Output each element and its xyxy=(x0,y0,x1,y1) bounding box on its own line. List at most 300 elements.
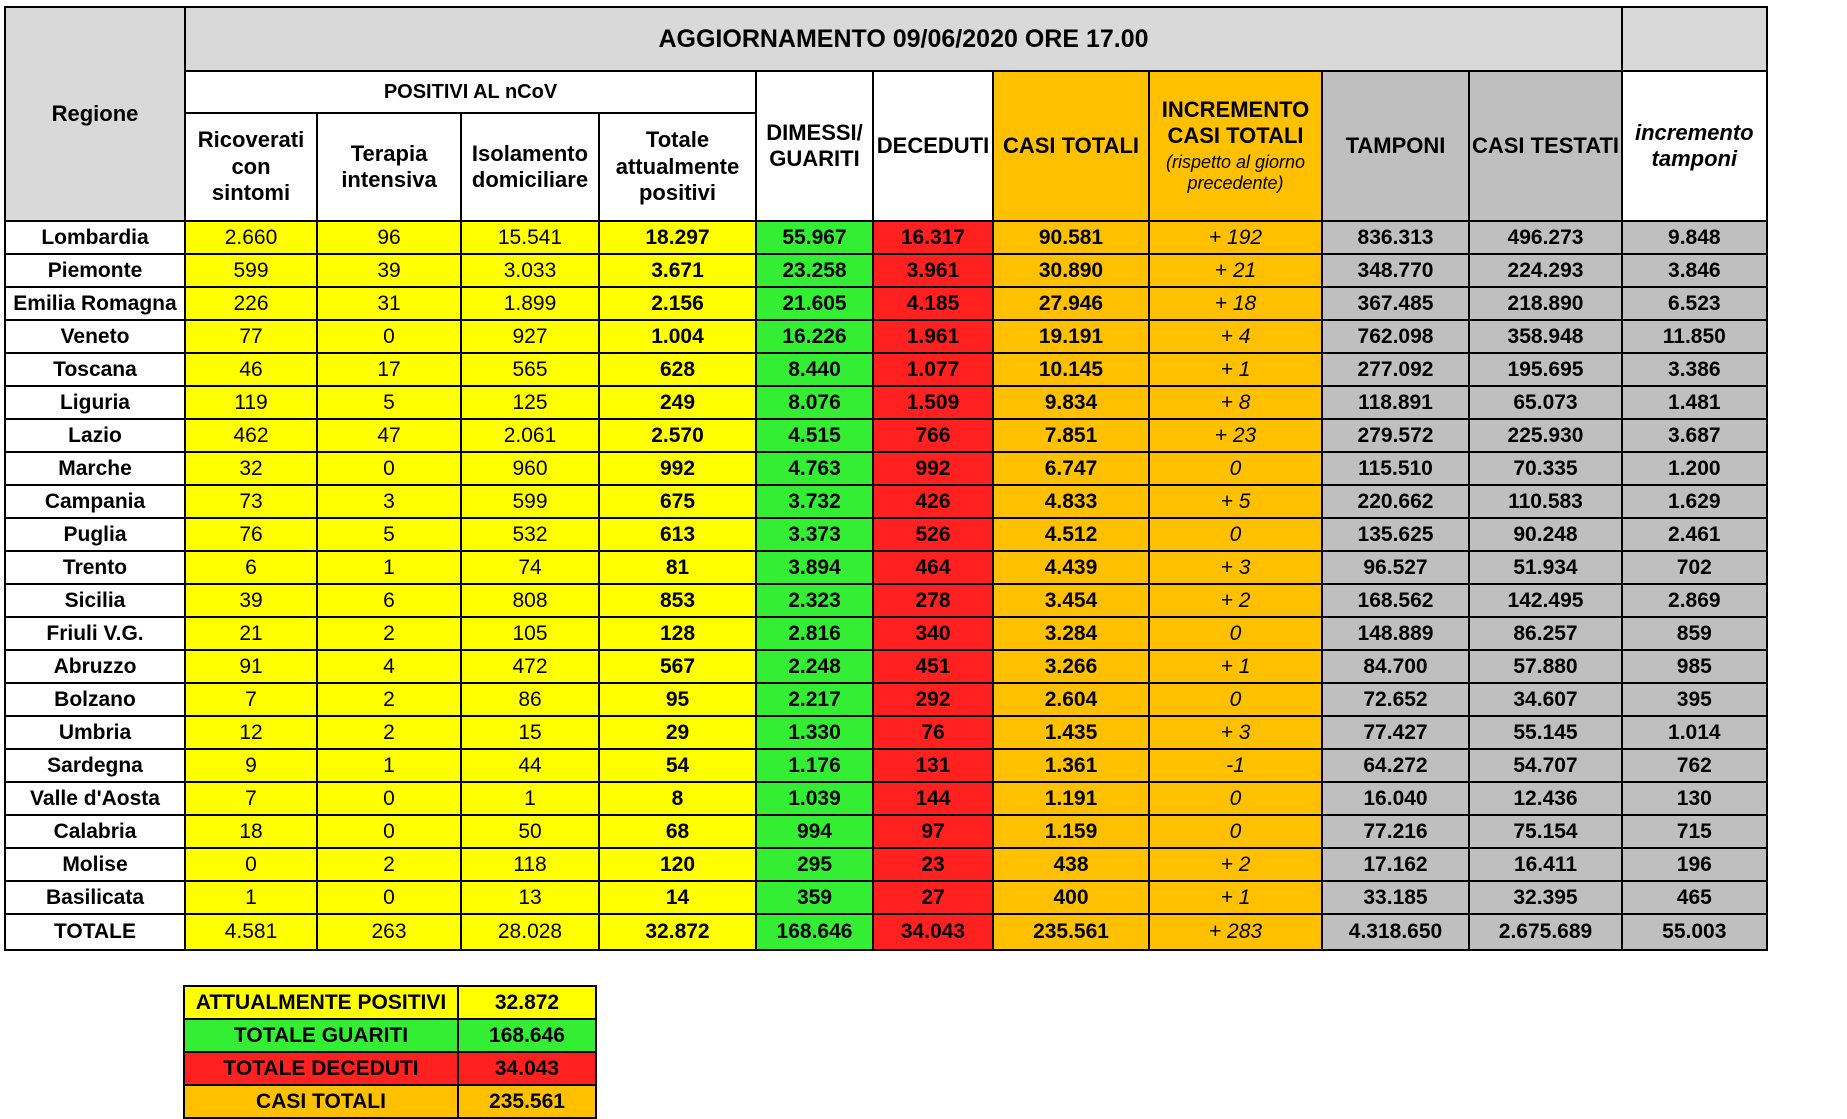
cell-totale-positivi: 14 xyxy=(599,881,756,914)
cell-terapia: 0 xyxy=(317,452,461,485)
header-terapia: Terapia intensiva xyxy=(317,113,461,221)
cell-tamponi: 17.162 xyxy=(1322,848,1469,881)
cell-tamponi: 33.185 xyxy=(1322,881,1469,914)
cell-isolamento: 86 xyxy=(461,683,599,716)
cell-incremento: 0 xyxy=(1149,683,1322,716)
table-row xyxy=(5,881,1767,914)
cell-tamponi: 135.625 xyxy=(1322,518,1469,551)
table-row xyxy=(5,848,1767,881)
cell-tamponi: 118.891 xyxy=(1322,386,1469,419)
cell-incremento-tamponi: 465 xyxy=(1622,881,1767,914)
cell-incremento-tamponi: 11.850 xyxy=(1622,320,1767,353)
summary-body xyxy=(184,986,596,1118)
cell-casi-totali: 6.747 xyxy=(993,452,1149,485)
cell-totale-positivi: 853 xyxy=(599,584,756,617)
cell-casi-totali: 438 xyxy=(993,848,1149,881)
cell-incremento: + 3 xyxy=(1149,716,1322,749)
cell-dimessi: 359 xyxy=(756,881,873,914)
cell-isolamento: 1.899 xyxy=(461,287,599,320)
cell-incremento: + 18 xyxy=(1149,287,1322,320)
cell-deceduti: 1.077 xyxy=(873,353,993,386)
cell-regione: Piemonte xyxy=(5,254,185,287)
cell-incremento-tamponi: 196 xyxy=(1622,848,1767,881)
cell-totale-positivi: 992 xyxy=(599,452,756,485)
cell-casi-totali: 235.561 xyxy=(993,914,1149,950)
cell-regione: Friuli V.G. xyxy=(5,617,185,650)
cell-totale-positivi: 81 xyxy=(599,551,756,584)
cell-incremento-tamponi: 3.386 xyxy=(1622,353,1767,386)
cell-terapia: 4 xyxy=(317,650,461,683)
cell-casi-testati: 195.695 xyxy=(1469,353,1622,386)
table-row xyxy=(5,254,1767,287)
header-tamponi: TAMPONI xyxy=(1322,71,1469,221)
cell-dimessi: 23.258 xyxy=(756,254,873,287)
cell-casi-testati: 34.607 xyxy=(1469,683,1622,716)
cell-casi-totali: 10.145 xyxy=(993,353,1149,386)
header-casi-totali: CASI TOTALI xyxy=(993,71,1149,221)
cell-incremento: 0 xyxy=(1149,518,1322,551)
cell-incremento-tamponi: 3.687 xyxy=(1622,419,1767,452)
cell-incremento: + 23 xyxy=(1149,419,1322,452)
cell-isolamento: 13 xyxy=(461,881,599,914)
summary-label: TOTALE DECEDUTI xyxy=(184,1052,458,1085)
cell-incremento-tamponi: 3.846 xyxy=(1622,254,1767,287)
cell-regione: Umbria xyxy=(5,716,185,749)
cell-ricoverati: 12 xyxy=(185,716,317,749)
cell-casi-totali: 4.512 xyxy=(993,518,1149,551)
cell-regione: Marche xyxy=(5,452,185,485)
cell-ricoverati: 32 xyxy=(185,452,317,485)
cell-casi-totali: 400 xyxy=(993,881,1149,914)
summary-row xyxy=(184,986,596,1019)
cell-dimessi: 3.732 xyxy=(756,485,873,518)
header-incremento-note: (rispetto al giorno precedente) xyxy=(1165,151,1306,194)
cell-terapia: 1 xyxy=(317,551,461,584)
cell-isolamento: 74 xyxy=(461,551,599,584)
cell-incremento: + 5 xyxy=(1149,485,1322,518)
cell-terapia: 39 xyxy=(317,254,461,287)
summary-label: TOTALE GUARITI xyxy=(184,1019,458,1052)
table-row xyxy=(5,320,1767,353)
cell-dimessi: 1.176 xyxy=(756,749,873,782)
cell-regione: TOTALE xyxy=(5,914,185,950)
cell-casi-testati: 54.707 xyxy=(1469,749,1622,782)
summary-value: 34.043 xyxy=(458,1052,596,1085)
summary-table xyxy=(183,985,597,1119)
table-row xyxy=(5,518,1767,551)
header-incremento-tamponi: incremento tamponi xyxy=(1622,71,1767,221)
cell-incremento-tamponi: 1.200 xyxy=(1622,452,1767,485)
cell-deceduti: 1.509 xyxy=(873,386,993,419)
cell-terapia: 263 xyxy=(317,914,461,950)
cell-ricoverati: 0 xyxy=(185,848,317,881)
cell-dimessi: 2.323 xyxy=(756,584,873,617)
cell-incremento-tamponi: 6.523 xyxy=(1622,287,1767,320)
cell-incremento: + 4 xyxy=(1149,320,1322,353)
cell-regione: Sicilia xyxy=(5,584,185,617)
cell-regione: Liguria xyxy=(5,386,185,419)
cell-terapia: 0 xyxy=(317,881,461,914)
cell-casi-testati: 55.145 xyxy=(1469,716,1622,749)
cell-tamponi: 762.098 xyxy=(1322,320,1469,353)
cell-tamponi: 220.662 xyxy=(1322,485,1469,518)
cell-totale-positivi: 249 xyxy=(599,386,756,419)
cell-dimessi: 2.816 xyxy=(756,617,873,650)
cell-casi-testati: 142.495 xyxy=(1469,584,1622,617)
cell-tamponi: 367.485 xyxy=(1322,287,1469,320)
cell-casi-totali: 27.946 xyxy=(993,287,1149,320)
cell-incremento-tamponi: 1.014 xyxy=(1622,716,1767,749)
cell-dimessi: 16.226 xyxy=(756,320,873,353)
cell-casi-testati: 358.948 xyxy=(1469,320,1622,353)
cell-isolamento: 105 xyxy=(461,617,599,650)
cell-isolamento: 125 xyxy=(461,386,599,419)
cell-regione: Trento xyxy=(5,551,185,584)
cell-regione: Calabria xyxy=(5,815,185,848)
header-incremento xyxy=(1149,71,1322,221)
cell-incremento-tamponi: 2.461 xyxy=(1622,518,1767,551)
cell-regione: Bolzano xyxy=(5,683,185,716)
cell-casi-testati: 70.335 xyxy=(1469,452,1622,485)
cell-tamponi: 84.700 xyxy=(1322,650,1469,683)
cell-regione: Toscana xyxy=(5,353,185,386)
cell-isolamento: 2.061 xyxy=(461,419,599,452)
table-title: AGGIORNAMENTO 09/06/2020 ORE 17.00 xyxy=(185,7,1622,71)
cell-dimessi: 21.605 xyxy=(756,287,873,320)
cell-deceduti: 426 xyxy=(873,485,993,518)
cell-totale-positivi: 32.872 xyxy=(599,914,756,950)
table-row xyxy=(5,782,1767,815)
summary-row xyxy=(184,1052,596,1085)
cell-totale-positivi: 628 xyxy=(599,353,756,386)
summary-value: 32.872 xyxy=(458,986,596,1019)
cell-dimessi: 2.248 xyxy=(756,650,873,683)
table-row xyxy=(5,749,1767,782)
cell-deceduti: 131 xyxy=(873,749,993,782)
cell-tamponi: 115.510 xyxy=(1322,452,1469,485)
table-row xyxy=(5,386,1767,419)
table-row xyxy=(5,485,1767,518)
cell-deceduti: 144 xyxy=(873,782,993,815)
cell-terapia: 1 xyxy=(317,749,461,782)
cell-totale-positivi: 8 xyxy=(599,782,756,815)
cell-ricoverati: 7 xyxy=(185,782,317,815)
cell-regione: Emilia Romagna xyxy=(5,287,185,320)
cell-totale-positivi: 18.297 xyxy=(599,221,756,254)
table-row xyxy=(5,683,1767,716)
cell-tamponi: 836.313 xyxy=(1322,221,1469,254)
cell-casi-totali: 1.191 xyxy=(993,782,1149,815)
cell-incremento: + 1 xyxy=(1149,353,1322,386)
cell-deceduti: 27 xyxy=(873,881,993,914)
summary-label: CASI TOTALI xyxy=(184,1085,458,1118)
cell-ricoverati: 46 xyxy=(185,353,317,386)
table-row xyxy=(5,287,1767,320)
cell-totale-positivi: 128 xyxy=(599,617,756,650)
cell-casi-testati: 57.880 xyxy=(1469,650,1622,683)
cell-tamponi: 148.889 xyxy=(1322,617,1469,650)
cell-totale-positivi: 95 xyxy=(599,683,756,716)
summary-value: 168.646 xyxy=(458,1019,596,1052)
table-row xyxy=(5,452,1767,485)
cell-incremento: + 3 xyxy=(1149,551,1322,584)
cell-incremento: + 2 xyxy=(1149,848,1322,881)
cell-tamponi: 279.572 xyxy=(1322,419,1469,452)
cell-terapia: 0 xyxy=(317,782,461,815)
cell-dimessi: 168.646 xyxy=(756,914,873,950)
cell-casi-testati: 75.154 xyxy=(1469,815,1622,848)
cell-ricoverati: 119 xyxy=(185,386,317,419)
cell-terapia: 96 xyxy=(317,221,461,254)
cell-incremento-tamponi: 1.629 xyxy=(1622,485,1767,518)
cell-incremento-tamponi: 859 xyxy=(1622,617,1767,650)
cell-casi-totali: 1.435 xyxy=(993,716,1149,749)
cell-incremento: + 283 xyxy=(1149,914,1322,950)
cell-casi-totali: 4.439 xyxy=(993,551,1149,584)
cell-incremento: + 8 xyxy=(1149,386,1322,419)
cell-tamponi: 277.092 xyxy=(1322,353,1469,386)
cell-dimessi: 3.373 xyxy=(756,518,873,551)
cell-totale-positivi: 2.156 xyxy=(599,287,756,320)
header-isolamento: Isolamento domiciliare xyxy=(461,113,599,221)
cell-tamponi: 16.040 xyxy=(1322,782,1469,815)
cell-isolamento: 28.028 xyxy=(461,914,599,950)
cell-casi-totali: 90.581 xyxy=(993,221,1149,254)
cell-tamponi: 64.272 xyxy=(1322,749,1469,782)
summary-label: ATTUALMENTE POSITIVI xyxy=(184,986,458,1019)
cell-dimessi: 4.515 xyxy=(756,419,873,452)
cell-isolamento: 1 xyxy=(461,782,599,815)
cell-terapia: 2 xyxy=(317,848,461,881)
cell-deceduti: 992 xyxy=(873,452,993,485)
cell-incremento: + 1 xyxy=(1149,650,1322,683)
cell-dimessi: 4.763 xyxy=(756,452,873,485)
cell-deceduti: 1.961 xyxy=(873,320,993,353)
header-totale-positivi: Totale attualmente positivi xyxy=(599,113,756,221)
cell-ricoverati: 226 xyxy=(185,287,317,320)
cell-isolamento: 50 xyxy=(461,815,599,848)
cell-ricoverati: 7 xyxy=(185,683,317,716)
cell-casi-totali: 9.834 xyxy=(993,386,1149,419)
cell-totale-positivi: 68 xyxy=(599,815,756,848)
cell-deceduti: 34.043 xyxy=(873,914,993,950)
cell-casi-totali: 30.890 xyxy=(993,254,1149,287)
covid-regional-table xyxy=(4,6,1768,951)
cell-incremento: + 1 xyxy=(1149,881,1322,914)
cell-dimessi: 1.039 xyxy=(756,782,873,815)
cell-regione: Lazio xyxy=(5,419,185,452)
cell-ricoverati: 4.581 xyxy=(185,914,317,950)
cell-deceduti: 76 xyxy=(873,716,993,749)
cell-tamponi: 96.527 xyxy=(1322,551,1469,584)
cell-totale-positivi: 29 xyxy=(599,716,756,749)
cell-casi-testati: 224.293 xyxy=(1469,254,1622,287)
header-deceduti: DECEDUTI xyxy=(873,71,993,221)
cell-isolamento: 44 xyxy=(461,749,599,782)
header-incremento-label: INCREMENTO CASI TOTALI xyxy=(1161,97,1310,149)
cell-incremento-tamponi: 9.848 xyxy=(1622,221,1767,254)
cell-casi-testati: 51.934 xyxy=(1469,551,1622,584)
cell-terapia: 2 xyxy=(317,617,461,650)
cell-casi-testati: 218.890 xyxy=(1469,287,1622,320)
cell-regione: Basilicata xyxy=(5,881,185,914)
cell-incremento-tamponi: 715 xyxy=(1622,815,1767,848)
total-row xyxy=(5,914,1767,950)
cell-ricoverati: 462 xyxy=(185,419,317,452)
cell-casi-totali: 7.851 xyxy=(993,419,1149,452)
cell-deceduti: 97 xyxy=(873,815,993,848)
cell-incremento: 0 xyxy=(1149,782,1322,815)
cell-terapia: 17 xyxy=(317,353,461,386)
cell-ricoverati: 39 xyxy=(185,584,317,617)
cell-isolamento: 15 xyxy=(461,716,599,749)
cell-deceduti: 766 xyxy=(873,419,993,452)
cell-casi-totali: 3.266 xyxy=(993,650,1149,683)
cell-ricoverati: 6 xyxy=(185,551,317,584)
cell-deceduti: 464 xyxy=(873,551,993,584)
cell-dimessi: 8.440 xyxy=(756,353,873,386)
cell-terapia: 3 xyxy=(317,485,461,518)
cell-deceduti: 16.317 xyxy=(873,221,993,254)
cell-terapia: 47 xyxy=(317,419,461,452)
cell-totale-positivi: 120 xyxy=(599,848,756,881)
cell-totale-positivi: 675 xyxy=(599,485,756,518)
header-corner-cell xyxy=(1622,7,1767,71)
cell-totale-positivi: 613 xyxy=(599,518,756,551)
table-row xyxy=(5,815,1767,848)
cell-ricoverati: 91 xyxy=(185,650,317,683)
cell-incremento: -1 xyxy=(1149,749,1322,782)
summary-value: 235.561 xyxy=(458,1085,596,1118)
cell-ricoverati: 2.660 xyxy=(185,221,317,254)
cell-isolamento: 808 xyxy=(461,584,599,617)
cell-ricoverati: 73 xyxy=(185,485,317,518)
cell-casi-testati: 86.257 xyxy=(1469,617,1622,650)
cell-regione: Lombardia xyxy=(5,221,185,254)
cell-casi-totali: 3.284 xyxy=(993,617,1149,650)
cell-incremento-tamponi: 702 xyxy=(1622,551,1767,584)
table-row xyxy=(5,716,1767,749)
cell-isolamento: 472 xyxy=(461,650,599,683)
table-row xyxy=(5,617,1767,650)
cell-incremento-tamponi: 55.003 xyxy=(1622,914,1767,950)
summary-row xyxy=(184,1085,596,1118)
cell-casi-totali: 4.833 xyxy=(993,485,1149,518)
table-row xyxy=(5,353,1767,386)
cell-casi-totali: 1.159 xyxy=(993,815,1149,848)
cell-terapia: 31 xyxy=(317,287,461,320)
cell-dimessi: 55.967 xyxy=(756,221,873,254)
cell-dimessi: 1.330 xyxy=(756,716,873,749)
cell-tamponi: 168.562 xyxy=(1322,584,1469,617)
cell-totale-positivi: 1.004 xyxy=(599,320,756,353)
cell-casi-totali: 3.454 xyxy=(993,584,1149,617)
cell-incremento: 0 xyxy=(1149,452,1322,485)
cell-incremento: 0 xyxy=(1149,617,1322,650)
cell-totale-positivi: 54 xyxy=(599,749,756,782)
cell-dimessi: 3.894 xyxy=(756,551,873,584)
cell-regione: Campania xyxy=(5,485,185,518)
cell-incremento-tamponi: 395 xyxy=(1622,683,1767,716)
cell-isolamento: 927 xyxy=(461,320,599,353)
cell-deceduti: 340 xyxy=(873,617,993,650)
cell-terapia: 2 xyxy=(317,716,461,749)
cell-ricoverati: 599 xyxy=(185,254,317,287)
cell-tamponi: 4.318.650 xyxy=(1322,914,1469,950)
cell-tamponi: 77.427 xyxy=(1322,716,1469,749)
header-casi-testati: CASI TESTATI xyxy=(1469,71,1622,221)
cell-incremento: + 192 xyxy=(1149,221,1322,254)
table-row xyxy=(5,551,1767,584)
cell-totale-positivi: 567 xyxy=(599,650,756,683)
summary-row xyxy=(184,1019,596,1052)
header-regione: Regione xyxy=(5,7,185,221)
cell-dimessi: 2.217 xyxy=(756,683,873,716)
cell-isolamento: 960 xyxy=(461,452,599,485)
cell-casi-totali: 19.191 xyxy=(993,320,1149,353)
cell-isolamento: 15.541 xyxy=(461,221,599,254)
cell-ricoverati: 77 xyxy=(185,320,317,353)
cell-casi-totali: 1.361 xyxy=(993,749,1149,782)
cell-regione: Valle d'Aosta xyxy=(5,782,185,815)
header-positivi-group: POSITIVI AL nCoV xyxy=(185,71,756,113)
cell-dimessi: 295 xyxy=(756,848,873,881)
cell-incremento-tamponi: 2.869 xyxy=(1622,584,1767,617)
cell-ricoverati: 1 xyxy=(185,881,317,914)
cell-terapia: 0 xyxy=(317,815,461,848)
cell-ricoverati: 18 xyxy=(185,815,317,848)
cell-terapia: 0 xyxy=(317,320,461,353)
cell-deceduti: 278 xyxy=(873,584,993,617)
cell-incremento-tamponi: 130 xyxy=(1622,782,1767,815)
cell-terapia: 2 xyxy=(317,683,461,716)
cell-incremento: 0 xyxy=(1149,815,1322,848)
cell-regione: Abruzzo xyxy=(5,650,185,683)
cell-totale-positivi: 3.671 xyxy=(599,254,756,287)
cell-ricoverati: 9 xyxy=(185,749,317,782)
cell-isolamento: 565 xyxy=(461,353,599,386)
cell-terapia: 6 xyxy=(317,584,461,617)
cell-incremento-tamponi: 1.481 xyxy=(1622,386,1767,419)
cell-deceduti: 292 xyxy=(873,683,993,716)
cell-tamponi: 77.216 xyxy=(1322,815,1469,848)
table-row xyxy=(5,221,1767,254)
cell-terapia: 5 xyxy=(317,386,461,419)
cell-terapia: 5 xyxy=(317,518,461,551)
cell-dimessi: 8.076 xyxy=(756,386,873,419)
cell-tamponi: 72.652 xyxy=(1322,683,1469,716)
table-row xyxy=(5,419,1767,452)
table-row xyxy=(5,584,1767,617)
cell-tamponi: 348.770 xyxy=(1322,254,1469,287)
cell-regione: Puglia xyxy=(5,518,185,551)
cell-deceduti: 526 xyxy=(873,518,993,551)
cell-deceduti: 23 xyxy=(873,848,993,881)
cell-casi-testati: 16.411 xyxy=(1469,848,1622,881)
cell-casi-totali: 2.604 xyxy=(993,683,1149,716)
cell-regione: Molise xyxy=(5,848,185,881)
header-dimessi: DIMESSI/ GUARITI xyxy=(756,71,873,221)
cell-totale-positivi: 2.570 xyxy=(599,419,756,452)
cell-regione: Sardegna xyxy=(5,749,185,782)
cell-deceduti: 451 xyxy=(873,650,993,683)
cell-ricoverati: 76 xyxy=(185,518,317,551)
cell-incremento: + 21 xyxy=(1149,254,1322,287)
cell-casi-testati: 496.273 xyxy=(1469,221,1622,254)
cell-incremento-tamponi: 762 xyxy=(1622,749,1767,782)
cell-deceduti: 4.185 xyxy=(873,287,993,320)
table-body xyxy=(5,221,1767,950)
